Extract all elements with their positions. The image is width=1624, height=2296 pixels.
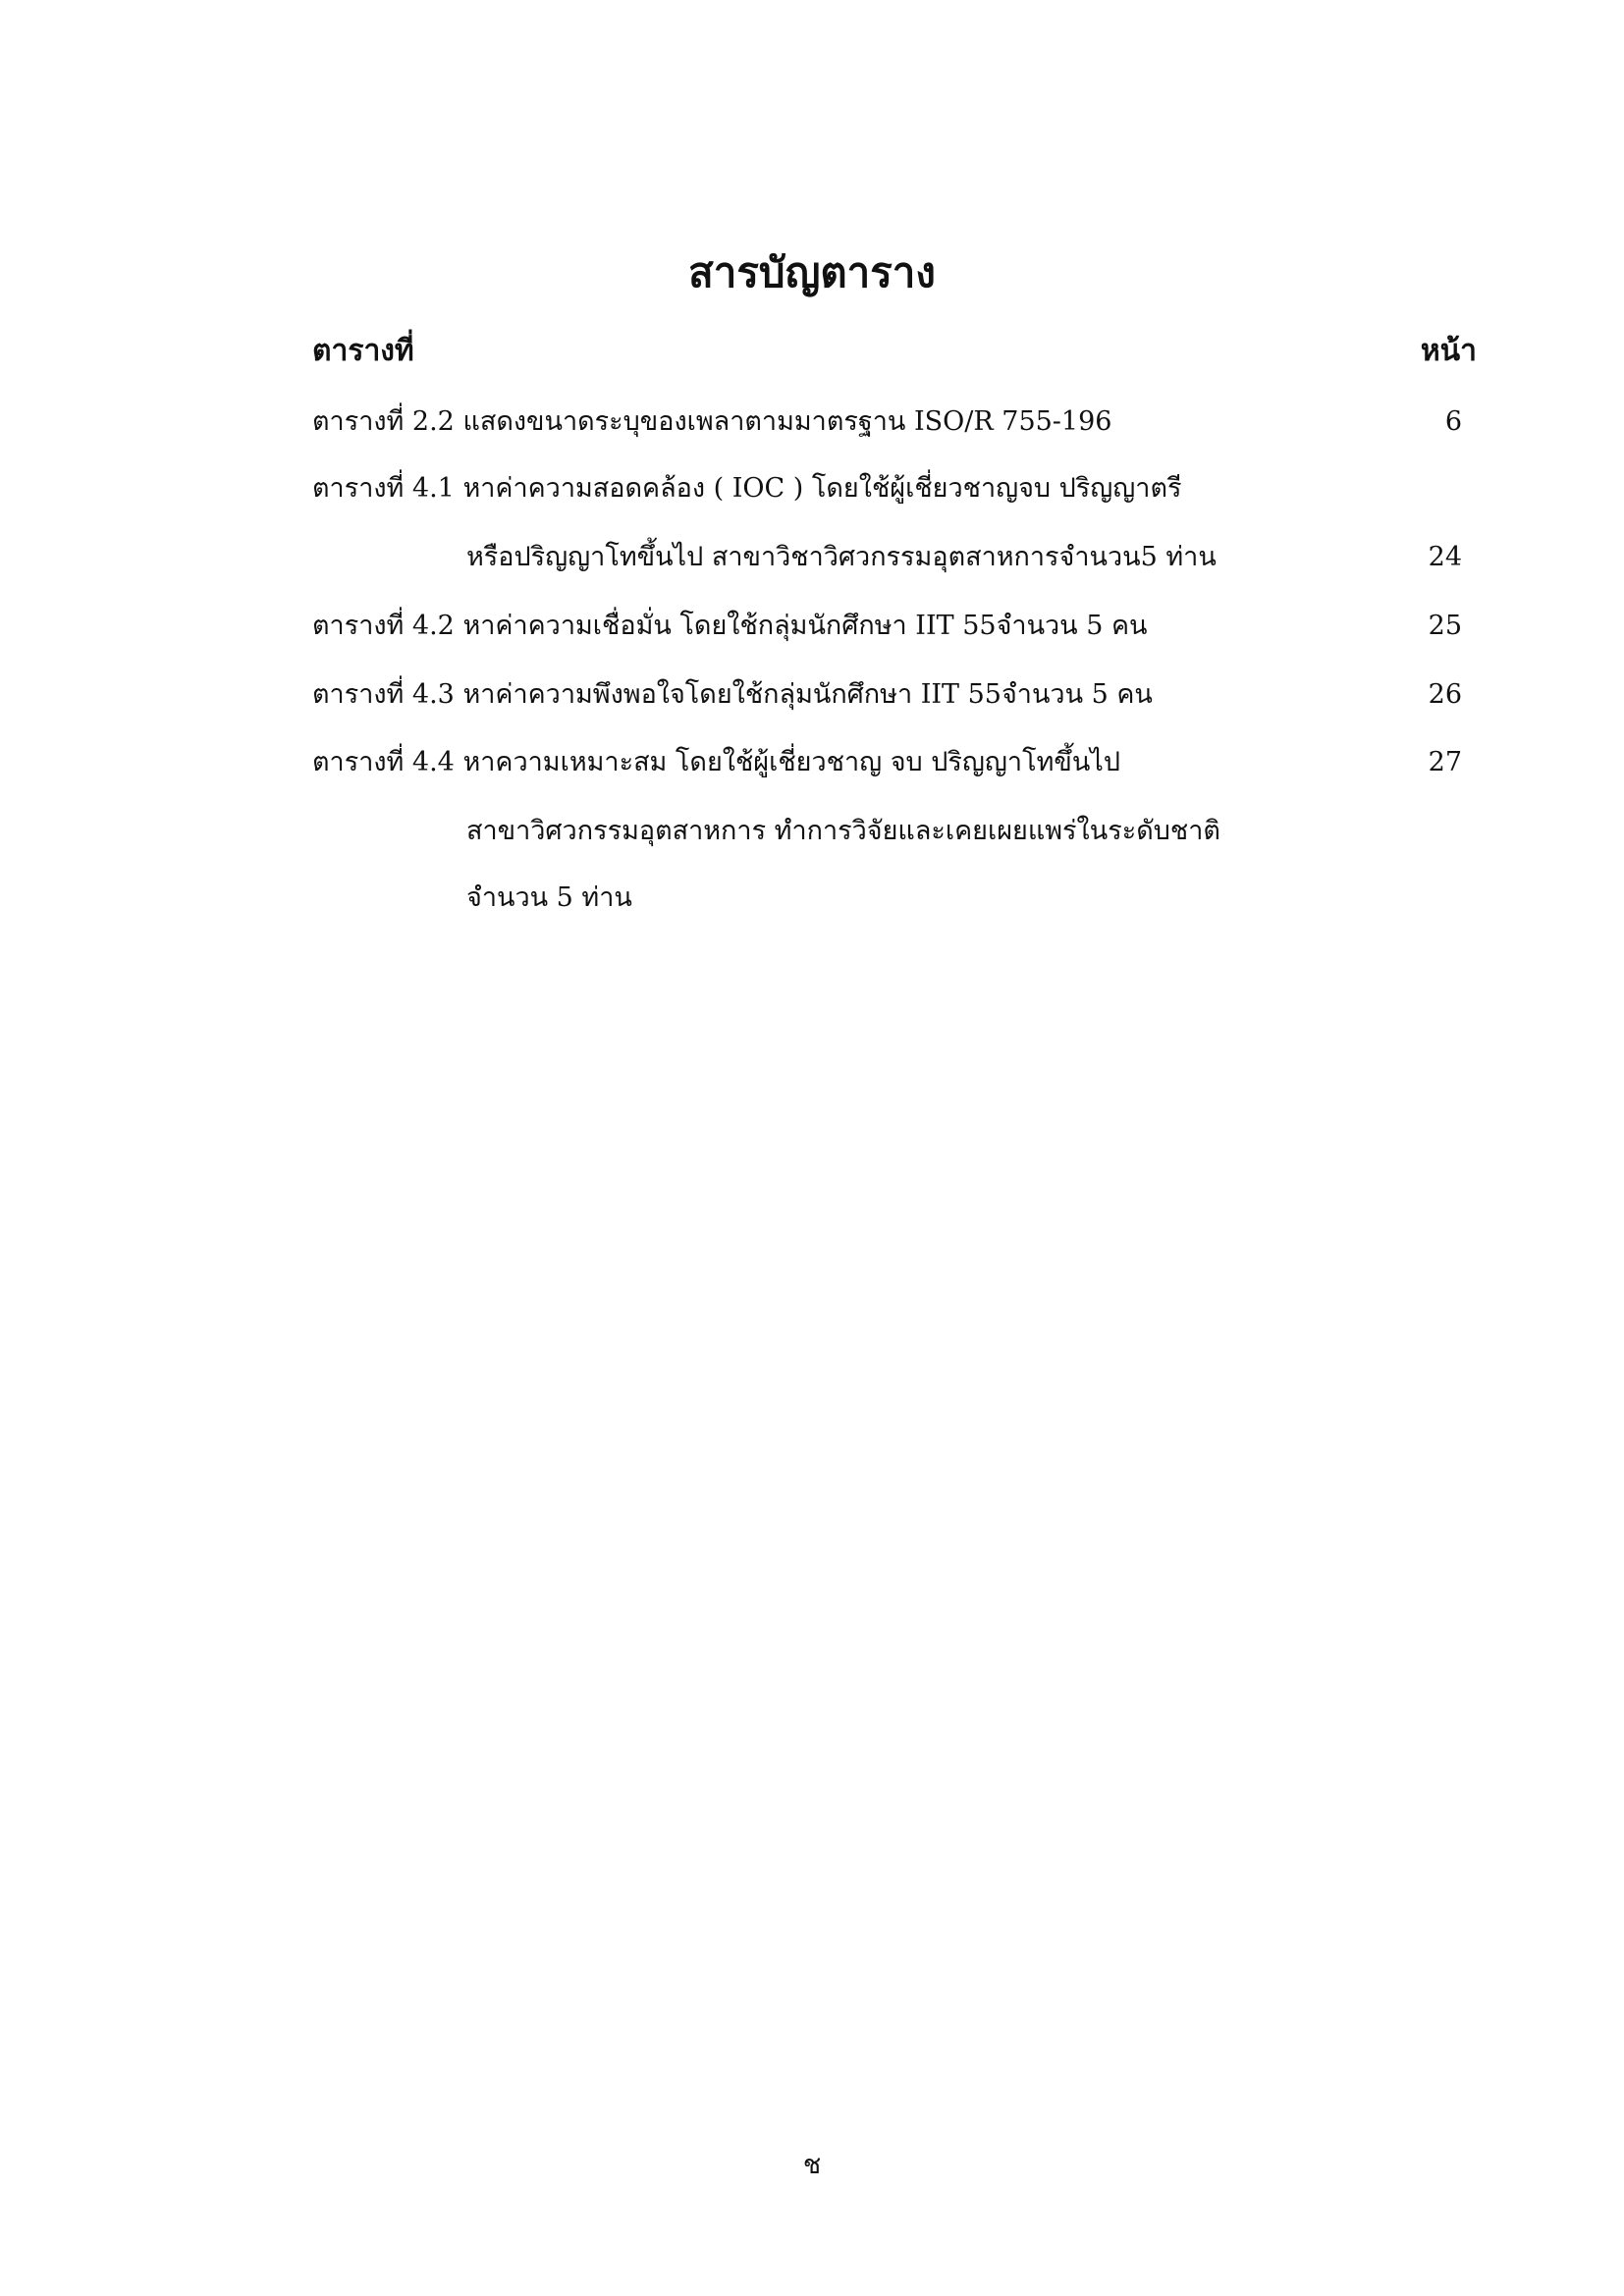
page-number-footer: ช (802, 2150, 822, 2180)
toc-entry-4-4-continuation-1: สาขาวิศวกรรมอุตสาหการ ทำการวิจัยและเคยเผยแพร่ในระดับชาติ (466, 816, 1220, 846)
toc-entry-4-2: ตารางที่ 4.2 หาค่าความเชื่อมั่น โดยใช้กลุ่มนักศึกษา IIT 55จำนวน 5 คน (312, 611, 1148, 641)
toc-entry-2-2-page: 6 (1444, 406, 1462, 437)
toc-entry-4-1-continuation: หรือปริญญาโทขึ้นไป สาขาวิชาวิศวกรรมอุตสาหการจำนวน5 ท่าน (466, 542, 1217, 572)
toc-entry-4-1: ตารางที่ 4.1 หาค่าความสอดคล้อง ( IOC ) โดยใช้ผู้เชี่ยวชาญจบ ปริญญาตรี (312, 473, 1182, 504)
toc-entry-4-3-page: 26 (1428, 679, 1462, 710)
page-title: สารบัญตาราง (688, 248, 936, 296)
toc-entry-4-4-page: 27 (1428, 747, 1462, 777)
toc-entry-2-2: ตารางที่ 2.2 แสดงขนาดระบุของเพลาตามมาตรฐาน ISO/R 755-196 (312, 406, 1112, 437)
toc-entry-4-3: ตารางที่ 4.3 หาค่าความพึงพอใจโดยใช้กลุ่มนักศึกษา IIT 55จำนวน 5 คน (312, 679, 1153, 710)
page-column-header: หน้า (1420, 334, 1477, 368)
table-number-column-header: ตารางที่ (312, 334, 414, 368)
toc-entry-4-4-continuation-2: จำนวน 5 ท่าน (466, 882, 632, 913)
toc-entry-4-1-page: 24 (1428, 542, 1462, 572)
toc-entry-4-2-page: 25 (1428, 611, 1462, 641)
toc-entry-4-4: ตารางที่ 4.4 หาความเหมาะสม โดยใช้ผู้เชี่ยวชาญ จบ ปริญญาโทขึ้นไป (312, 747, 1121, 777)
